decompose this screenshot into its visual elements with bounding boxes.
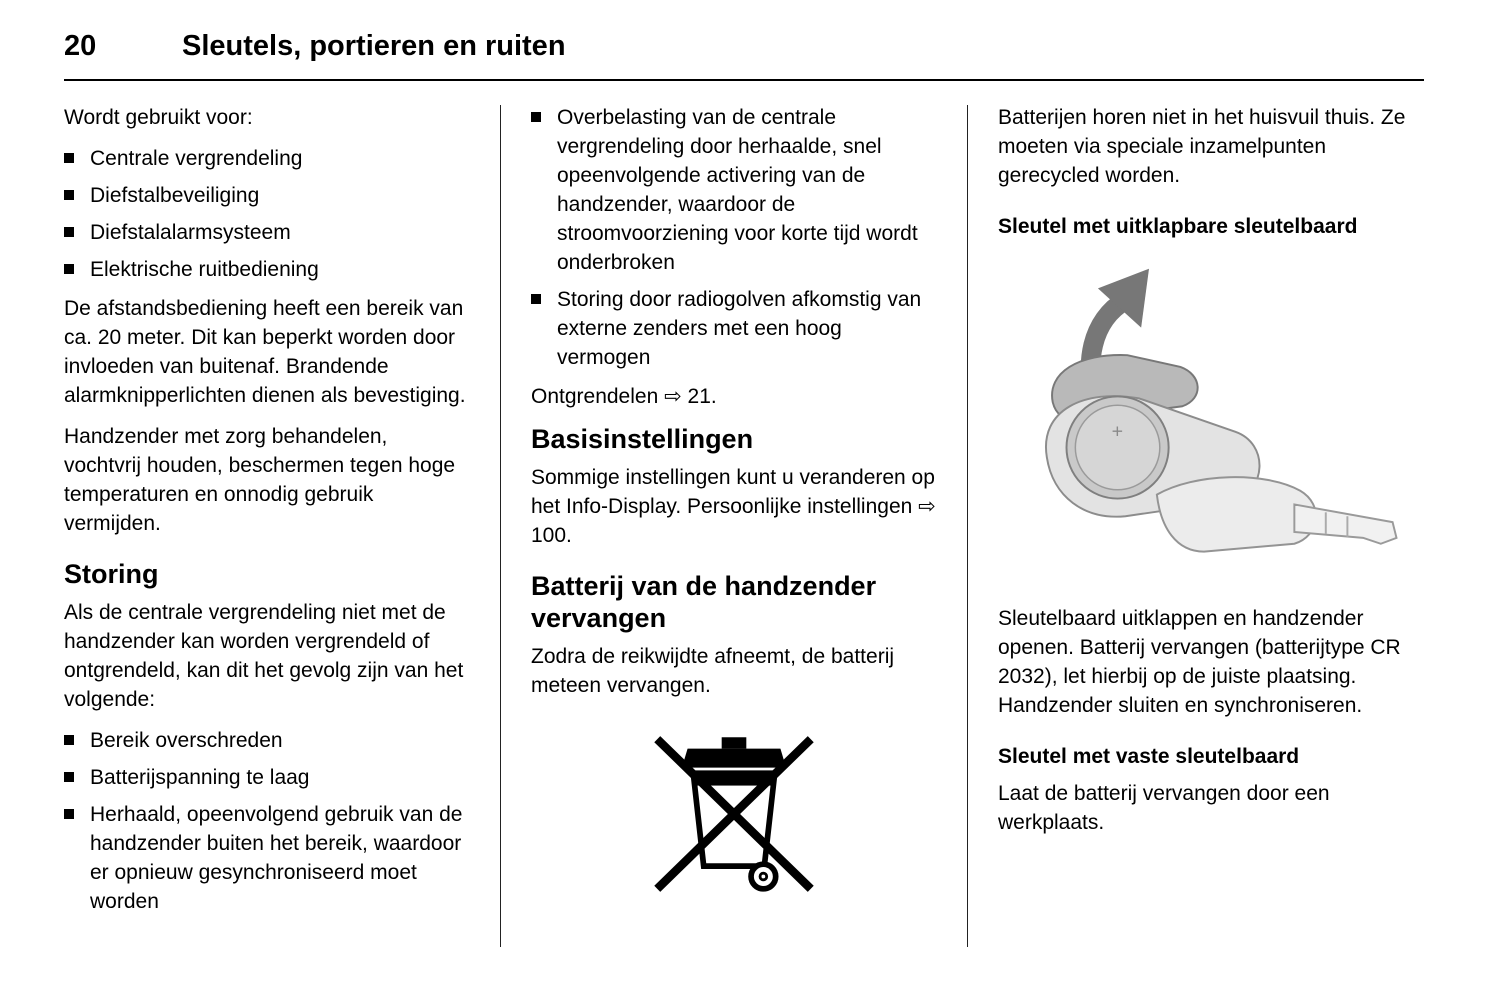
- list-item-text: Storing door radiogolven afkomstig van externe zenders met een hoog vermogen: [557, 288, 922, 369]
- flip-key-illustration: [998, 255, 1410, 585]
- page-content: [0, 81, 1496, 947]
- paragraph: Als de centrale vergrendeling niet met de handzender kan worden vergrendeld of ontgrendeld, kan dit het gevolg zijn van het volgende:: [64, 601, 464, 711]
- flip-key-heading: Sleutel met uitklapbare sleutelbaard: [998, 215, 1358, 238]
- batterij-heading: Batterij van de handzender vervangen: [531, 571, 877, 633]
- basisinstellingen-heading: Basisinstellingen: [531, 424, 754, 454]
- list-item: [64, 763, 470, 792]
- storing-list: [64, 726, 470, 916]
- list-item: [64, 255, 470, 284]
- paragraph: Handzender met zorg behandelen, vochtvrij houden, beschermen tegen hoge temperaturen en onnodig gebruik vermijden.: [64, 425, 456, 535]
- square-bullet-icon: [64, 227, 74, 237]
- list-item: [64, 726, 470, 755]
- list-item-text: Centrale vergrendeling: [90, 147, 303, 170]
- paragraph: Zodra de reikwijdte afneemt, de batterij meteen vervangen.: [531, 645, 895, 697]
- intro-text: Wordt gebruikt voor:: [64, 106, 253, 129]
- list-item: [64, 144, 470, 173]
- list-item-text: Herhaald, opeenvolgend gebruik van de handzender buiten het bereik, waardoor er opnieuw gesynchroniseerd moet worden: [90, 803, 463, 913]
- page-header: [0, 0, 1496, 63]
- list-item: [64, 800, 470, 916]
- square-bullet-icon: [64, 264, 74, 274]
- square-bullet-icon: [64, 809, 74, 819]
- column-3: [998, 103, 1412, 849]
- fixed-key-heading: Sleutel met vaste sleutelbaard: [998, 745, 1300, 768]
- square-bullet-icon: [531, 112, 541, 122]
- column-2: [531, 103, 937, 909]
- column-1: [64, 103, 470, 926]
- list-item-text: Bereik overschreden: [90, 729, 283, 752]
- list-item-text: Diefstalalarmsysteem: [90, 221, 291, 244]
- key-blade: [1294, 504, 1396, 543]
- battery-plus-label: +: [1111, 420, 1124, 443]
- column-divider: [500, 105, 501, 947]
- square-bullet-icon: [64, 735, 74, 745]
- paragraph: De afstandsbediening heeft een bereik van ca. 20 meter. Dit kan beperkt worden door invloeden van buitenaf. Brandende alarmknipperlichten dienen als bevestiging.: [64, 297, 466, 407]
- paragraph: Laat de batterij vervangen door een werkplaats.: [998, 782, 1330, 834]
- page-number: 20: [64, 30, 97, 62]
- weee-symbol-figure: [531, 724, 937, 909]
- square-bullet-icon: [64, 772, 74, 782]
- square-bullet-icon: [64, 190, 74, 200]
- square-bullet-icon: [531, 294, 541, 304]
- list-item: [531, 285, 937, 372]
- paragraph: Sommige instellingen kunt u veranderen op het Info-Display. Persoonlijke instellingen ⇨ 100.: [531, 466, 936, 547]
- column-divider: [967, 105, 968, 947]
- paragraph: Sleutelbaard uitklappen en handzender openen. Batterij vervangen (batterijtype CR 2032), let hierbij op de juiste plaatsing. Handzender sluiten en synchroniseren.: [998, 607, 1401, 717]
- weee-crossed-bin-icon: [641, 724, 827, 904]
- flip-key-figure: [998, 255, 1412, 590]
- list-item: [64, 181, 470, 210]
- square-bullet-icon: [64, 153, 74, 163]
- list-item-text: Diefstalbeveiliging: [90, 184, 260, 207]
- list-item-text: Batterijspanning te laag: [90, 766, 310, 789]
- list-item-text: Overbelasting van de centrale vergrendeling door herhaalde, snel opeenvolgende activering van de handzender, waardoor de stroomvoorziening voor korte tijd wordt onderbroken: [557, 106, 918, 274]
- cross-reference-text: Ontgrendelen ⇨ 21.: [531, 385, 717, 408]
- uses-list: [64, 144, 470, 284]
- page-title: Sleutels, portieren en ruiten: [182, 30, 566, 62]
- list-item: [531, 103, 937, 277]
- storing-heading: Storing: [64, 559, 159, 589]
- storing-list-continued: [531, 103, 937, 372]
- list-item: [64, 218, 470, 247]
- paragraph: Batterijen horen niet in het huisvuil thuis. Ze moeten via speciale inzamelpunten gerecycled worden.: [998, 106, 1406, 187]
- list-item-text: Elektrische ruitbediening: [90, 258, 319, 281]
